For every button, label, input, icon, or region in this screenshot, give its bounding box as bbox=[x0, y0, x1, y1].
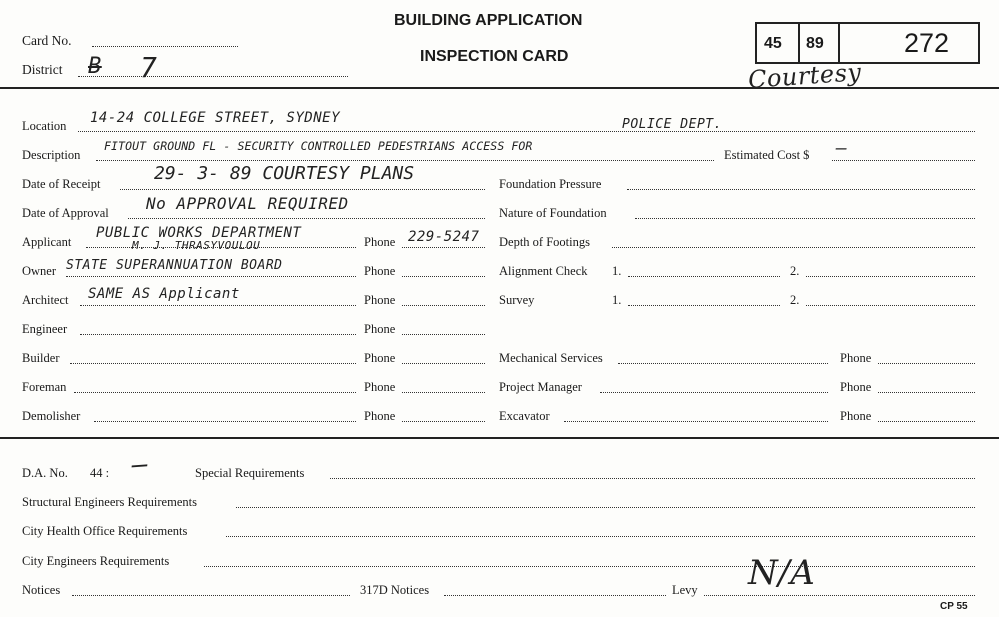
nature-of-foundation-field[interactable] bbox=[635, 218, 975, 219]
owner-phone-label: Phone bbox=[364, 264, 396, 278]
alignment-check-2-field[interactable] bbox=[806, 276, 975, 277]
city-health-label: City Health Office Requirements bbox=[22, 524, 188, 538]
notices-317d-label: 317D Notices bbox=[360, 583, 430, 597]
architect-phone-label: Phone bbox=[364, 293, 396, 307]
excavator-phone-label: Phone bbox=[840, 409, 872, 423]
builder-phone-label: Phone bbox=[364, 351, 396, 365]
city-health-field[interactable] bbox=[226, 536, 975, 537]
architect-value: SAME AS Applicant bbox=[88, 286, 240, 302]
location-field[interactable] bbox=[78, 131, 975, 132]
foreman-phone-label: Phone bbox=[364, 380, 396, 394]
builder-phone-field[interactable] bbox=[402, 363, 485, 364]
mechanical-services-phone-label: Phone bbox=[840, 351, 872, 365]
project-manager-phone-field[interactable] bbox=[878, 392, 975, 393]
special-requirements-field[interactable] bbox=[330, 478, 975, 479]
depth-of-footings-label: Depth of Footings bbox=[499, 235, 590, 249]
engineer-phone-label: Phone bbox=[364, 322, 396, 336]
survey-2-field[interactable] bbox=[806, 305, 975, 306]
mechanical-services-field[interactable] bbox=[618, 363, 828, 364]
box-b: 89 bbox=[806, 35, 824, 52]
date-of-approval-value: No APPROVAL REQUIRED bbox=[146, 194, 349, 213]
survey-1-label: 1. bbox=[612, 293, 622, 307]
alignment-check-1-label: 1. bbox=[612, 264, 622, 278]
box-a: 45 bbox=[764, 35, 782, 52]
header-rule bbox=[0, 87, 999, 89]
owner-field[interactable] bbox=[66, 276, 356, 277]
form-code: CP 55 bbox=[940, 601, 968, 612]
date-of-receipt-field[interactable] bbox=[120, 189, 485, 190]
survey-1-field[interactable] bbox=[628, 305, 780, 306]
architect-phone-field[interactable] bbox=[402, 305, 485, 306]
foreman-phone-field[interactable] bbox=[402, 392, 485, 393]
levy-field[interactable] bbox=[704, 595, 975, 596]
da-no-prefix: 44 : bbox=[90, 466, 110, 480]
description-field[interactable] bbox=[96, 160, 714, 161]
excavator-phone-field[interactable] bbox=[878, 421, 975, 422]
date-of-approval-field[interactable] bbox=[128, 218, 485, 219]
special-requirements-label: Special Requirements bbox=[195, 466, 305, 480]
date-of-receipt-label: Date of Receipt bbox=[22, 177, 101, 191]
notices-label: Notices bbox=[22, 583, 61, 597]
builder-field[interactable] bbox=[70, 363, 356, 364]
foreman-field[interactable] bbox=[74, 392, 356, 393]
estimated-cost-value: — bbox=[836, 138, 848, 159]
card-no-field[interactable] bbox=[92, 46, 238, 47]
applicant-phone-label: Phone bbox=[364, 235, 396, 249]
nature-of-foundation-label: Nature of Foundation bbox=[499, 206, 607, 220]
excavator-label: Excavator bbox=[499, 409, 550, 423]
applicant-contact-value: M. J. THRASYVOULOU bbox=[132, 239, 261, 252]
alignment-check-2-label: 2. bbox=[790, 264, 800, 278]
levy-label: Levy bbox=[672, 583, 698, 597]
demolisher-phone-field[interactable] bbox=[402, 421, 485, 422]
foundation-pressure-field[interactable] bbox=[627, 189, 975, 190]
excavator-field[interactable] bbox=[564, 421, 828, 422]
form-title-line2: INSPECTION CARD bbox=[420, 48, 569, 65]
notices-317d-field[interactable] bbox=[444, 595, 666, 596]
description-label: Description bbox=[22, 148, 81, 162]
box-divider bbox=[798, 22, 800, 64]
demolisher-phone-label: Phone bbox=[364, 409, 396, 423]
date-of-approval-label: Date of Approval bbox=[22, 206, 109, 220]
engineer-field[interactable] bbox=[80, 334, 356, 335]
courtesy-note: Courtesy bbox=[747, 58, 863, 94]
da-no-value: — bbox=[130, 449, 150, 481]
section-rule bbox=[0, 437, 999, 439]
alignment-check-1-field[interactable] bbox=[628, 276, 780, 277]
project-manager-field[interactable] bbox=[600, 392, 828, 393]
city-engineers-label: City Engineers Requirements bbox=[22, 554, 170, 568]
district-value-struck: B bbox=[88, 54, 102, 79]
owner-value: STATE SUPERANNUATION BOARD bbox=[66, 258, 283, 273]
mechanical-services-phone-field[interactable] bbox=[878, 363, 975, 364]
applicant-phone-value: 229-5247 bbox=[408, 229, 480, 245]
district-value: 7 bbox=[140, 51, 158, 84]
architect-field[interactable] bbox=[80, 305, 356, 306]
foreman-label: Foreman bbox=[22, 380, 67, 394]
survey-2-label: 2. bbox=[790, 293, 800, 307]
levy-value: N/A bbox=[748, 553, 816, 593]
owner-phone-field[interactable] bbox=[402, 276, 485, 277]
foundation-pressure-label: Foundation Pressure bbox=[499, 177, 602, 191]
demolisher-label: Demolisher bbox=[22, 409, 81, 423]
applicant-value: PUBLIC WORKS DEPARTMENT bbox=[96, 225, 302, 241]
location-value: 14-24 COLLEGE STREET, SYDNEY bbox=[90, 110, 341, 126]
da-no-label: D.A. No. bbox=[22, 466, 68, 480]
depth-of-footings-field[interactable] bbox=[612, 247, 975, 248]
project-manager-phone-label: Phone bbox=[840, 380, 872, 394]
applicant-label: Applicant bbox=[22, 235, 72, 249]
structural-engineers-field[interactable] bbox=[236, 507, 975, 508]
engineer-label: Engineer bbox=[22, 322, 68, 336]
project-manager-label: Project Manager bbox=[499, 380, 582, 394]
engineer-phone-field[interactable] bbox=[402, 334, 485, 335]
architect-label: Architect bbox=[22, 293, 69, 307]
owner-label: Owner bbox=[22, 264, 57, 278]
box-c: 272 bbox=[904, 28, 950, 58]
alignment-check-label: Alignment Check bbox=[499, 264, 588, 278]
notices-field[interactable] bbox=[72, 595, 350, 596]
location-extra-value: POLICE DEPT. bbox=[622, 117, 722, 132]
description-value: FITOUT GROUND FL - SECURITY CONTROLLED PEDESTRIANS ACCESS FOR bbox=[104, 139, 533, 153]
estimated-cost-field[interactable] bbox=[832, 160, 975, 161]
card-no-label: Card No. bbox=[22, 33, 72, 48]
applicant-phone-field[interactable] bbox=[402, 247, 485, 248]
survey-label: Survey bbox=[499, 293, 535, 307]
structural-engineers-label: Structural Engineers Requirements bbox=[22, 495, 197, 509]
estimated-cost-label: Estimated Cost $ bbox=[724, 148, 810, 162]
mechanical-services-label: Mechanical Services bbox=[499, 351, 603, 365]
date-of-receipt-value: 29- 3- 89 COURTESY PLANS bbox=[154, 163, 415, 184]
location-label: Location bbox=[22, 119, 67, 133]
demolisher-field[interactable] bbox=[94, 421, 356, 422]
city-engineers-field[interactable] bbox=[204, 566, 975, 567]
box-divider bbox=[838, 22, 840, 64]
form-title-line1: BUILDING APPLICATION bbox=[394, 12, 583, 29]
builder-label: Builder bbox=[22, 351, 60, 365]
district-label: District bbox=[22, 62, 63, 77]
district-field[interactable] bbox=[78, 76, 348, 77]
